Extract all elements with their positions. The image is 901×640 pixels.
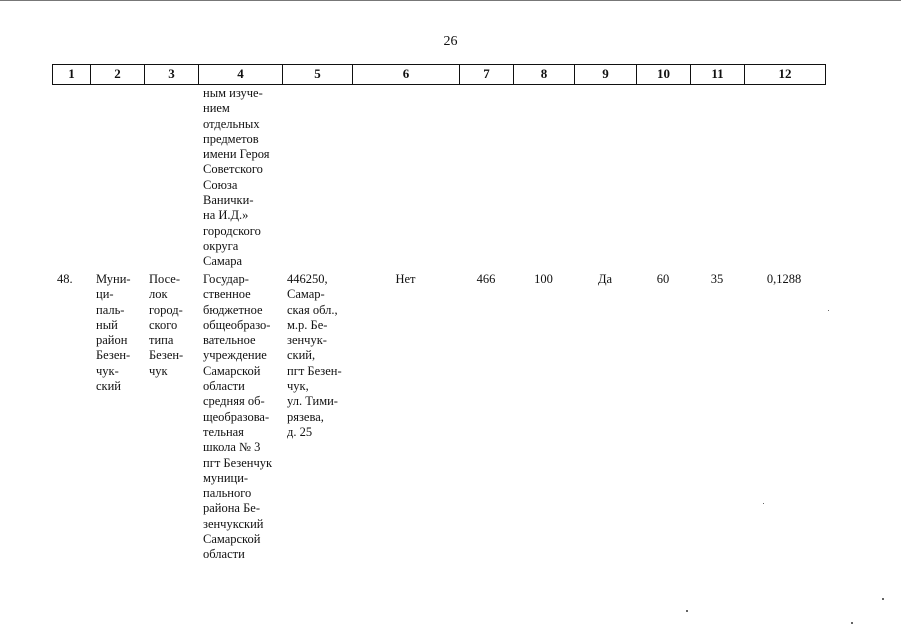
col5-line: м.р. Бе- — [287, 317, 328, 332]
col2-line: Муни- — [96, 272, 131, 286]
row48-col12: 0,1288 — [766, 272, 802, 286]
col4-line: бюджетное — [203, 302, 263, 317]
col5-line: зенчук- — [287, 333, 327, 348]
col4-line: Самарской — [203, 363, 261, 378]
row48-col2-municipality — [96, 272, 142, 394]
header-col-7: 7 — [460, 65, 514, 84]
col4-line: школа № 3 — [203, 440, 261, 455]
col5-line: ский, — [287, 348, 316, 363]
scan-speck — [882, 598, 884, 600]
scan-speck — [686, 610, 688, 612]
col4-line: Самарской — [203, 532, 261, 547]
col2-line: ный — [96, 317, 118, 332]
col3-line: лок — [149, 287, 168, 302]
cont-line: округа — [203, 238, 239, 253]
row48-col7: 466 — [476, 272, 496, 286]
col4-line: муници- — [203, 470, 249, 485]
row48-col9: Да — [597, 272, 613, 286]
table-header-row — [52, 64, 826, 85]
col2-line: ский — [96, 379, 121, 394]
col5-line: пгт Безен- — [287, 363, 342, 378]
col4-line: Государ- — [203, 272, 249, 286]
col4-line: щеобразова- — [203, 409, 270, 424]
cont-line: ным изуче- — [203, 86, 263, 100]
cont-line: имени Героя — [203, 147, 270, 162]
cont-line: Советского — [203, 162, 263, 177]
row48-col4-institution — [203, 272, 277, 563]
scan-speck — [828, 310, 829, 311]
col5-line: Самар- — [287, 287, 325, 302]
col5-line: д. 25 — [287, 424, 313, 439]
scan-speck — [763, 503, 764, 504]
col4-line: пального — [203, 486, 252, 501]
col4-line: общеобразо- — [203, 317, 271, 332]
col3-line: Безен- — [149, 348, 184, 363]
col5-line: рязева, — [287, 409, 324, 424]
cont-line: предметов — [203, 131, 259, 146]
header-col-12: 12 — [778, 66, 792, 81]
row48-col3-settlement — [149, 272, 197, 379]
header-col-3: 3 — [145, 65, 199, 84]
col4-line: учреждение — [203, 348, 267, 363]
col3-line: город- — [149, 302, 183, 317]
col2-line: Безен- — [96, 348, 131, 363]
row48-col11: 35 — [710, 272, 724, 286]
header-col-8: 8 — [514, 65, 575, 84]
top-edge-line — [0, 0, 901, 1]
scan-speck — [851, 622, 853, 624]
cont-line: отдельных — [203, 116, 260, 131]
row48-col5-address — [287, 272, 347, 440]
continuation-col4 — [203, 86, 277, 270]
col4-line: области — [203, 547, 245, 562]
col4-line: области — [203, 379, 245, 394]
header-col-2: 2 — [91, 65, 145, 84]
cont-line: городского — [203, 223, 261, 238]
col3-line: ского — [149, 317, 178, 332]
cont-line: Ванички- — [203, 193, 254, 208]
col5-line: ул. Тими- — [287, 394, 338, 409]
cont-line: Союза — [203, 177, 238, 192]
col4-line: района Бе- — [203, 501, 260, 516]
header-col-9: 9 — [575, 65, 637, 84]
col3-line: Посе- — [149, 272, 180, 286]
cont-line: Самара — [203, 254, 243, 269]
header-col-10: 10 — [637, 65, 691, 84]
row48-number: 48. — [57, 272, 73, 286]
col5-line: ская обл., — [287, 302, 338, 317]
col2-line: район — [96, 333, 128, 348]
col4-line: пгт Безенчук — [203, 455, 273, 470]
col3-line: чук — [149, 363, 168, 378]
col3-line: типа — [149, 333, 174, 348]
header-col-4: 4 — [199, 65, 283, 84]
cont-line: нием — [203, 101, 230, 116]
header-col-6: 6 — [353, 65, 460, 84]
col4-line: вательное — [203, 333, 256, 348]
row48-col6: Нет — [395, 272, 416, 286]
header-col-5: 5 — [283, 65, 353, 84]
header-col-11: 11 — [691, 65, 745, 84]
col4-line: ственное — [203, 287, 251, 302]
col5-line: чук, — [287, 379, 309, 394]
col4-line: средняя об- — [203, 394, 265, 409]
row48-col8: 100 — [534, 272, 553, 286]
page-number: 26 — [443, 34, 458, 49]
col2-line: паль- — [96, 302, 125, 317]
col4-line: зенчукский — [203, 516, 264, 531]
col2-line: чук- — [96, 363, 119, 378]
row48-col10: 60 — [656, 272, 670, 286]
cont-line: на И.Д.» — [203, 208, 249, 223]
col5-line: 446250, — [287, 272, 328, 286]
header-col-1: 1 — [53, 65, 91, 84]
col2-line: ци- — [96, 287, 114, 302]
col4-line: тельная — [203, 424, 244, 439]
